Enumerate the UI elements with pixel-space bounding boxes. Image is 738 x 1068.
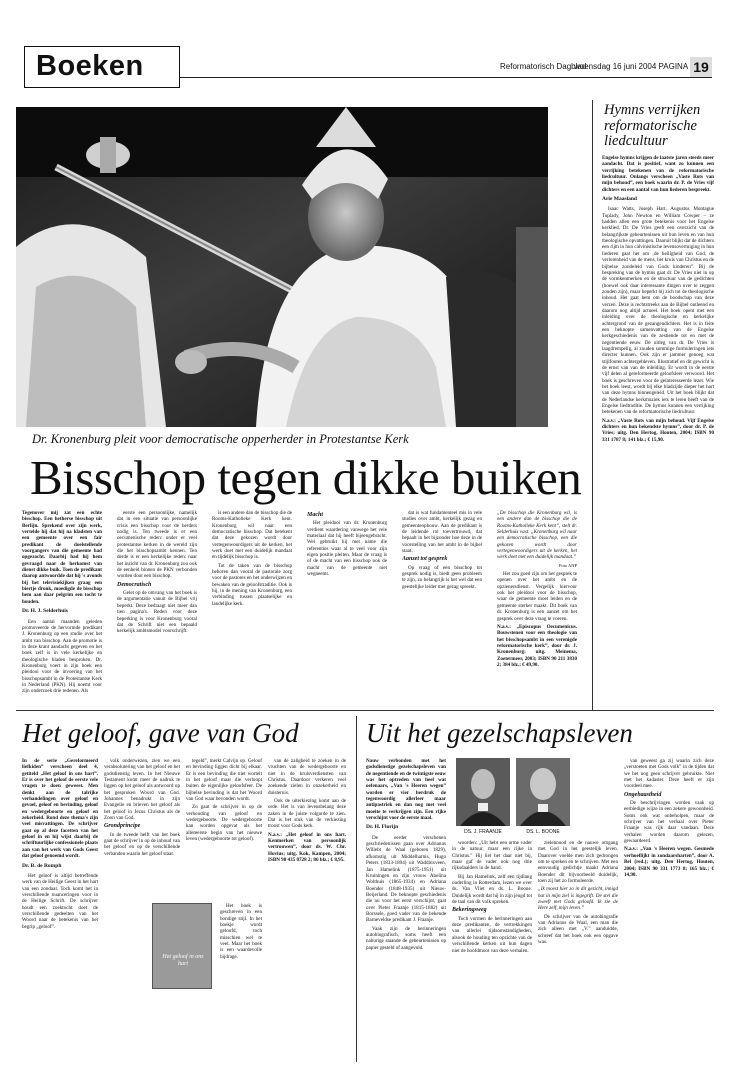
lead-intro: Tegenover mij zat een echte bisschop. Een hetherse bisschop uit Berlijn. Sprekend over zijn werk, vertelde hij dat hij na kladsten van een gemeente over een fair predikant de doelstellende voorgangers van die gemeente had opgezocht. Daarbij had hij hem gevraagd naar de herkomst van dienst dikke buik. Toen de predikant daarop antwoordde dat hij 's avonds bij het televisiekijken graag een biertje dronk, moedigde de bisschop hem aan daar pelgrim een tocht te houden. <box>22 510 102 605</box>
book-cover-title: Het geloof in ons hart <box>162 954 204 967</box>
geloof-text-3: tegeld”, merkt Calvijn op. Geloof en bevinding liggen dicht bij elkaar. Er is een bevinding die niet wortelt in het geloof maar die verloopt buiten de eigenlijke geloofsfeer. De bijbelse bevinding is dat het Woord van God waar bevonden wordt. <box>186 758 262 803</box>
lead-text-1: Een aantal maanden geleden promoveerde de hervormde predikant J. Kronenburg op een studie over het ambt van bisschop. Aan de promotie is in deze krant aandacht gegeven en het boek zelf is in vele kerkelijke en theologische bladen besproken. Dr. Kronenburg voert in zijn boek een pleidooi voor de invoering van het bisschopsambt in de Protestantse Kerk in Nederland (PKN). Hij noemt voor zijn onderzoek drie redenen. Als <box>22 618 102 695</box>
geloof-headline: Het geloof, gave van God <box>22 718 299 748</box>
geloof-column-3-lower <box>220 903 262 1058</box>
newspaper-name: Reformatorisch Dagblad <box>500 62 587 71</box>
bishop-photo <box>16 107 548 427</box>
column-divider-lower <box>356 716 357 1062</box>
geloof-byline: Dr. B. de Romph <box>22 862 62 869</box>
lead-text-2: eerste een persoonlijke, namelijk dat in een situatie van persoonlijke crisis een bisschop voor de herders nodig is. Ten tweede is er een oecumenische reden: onder er veel protestantse kerken in de wereld zijn die het bisschopsambt kennen. Ten derde is er een kerkelijke reden: naar het inzicht van dr. Kronenburg zou ook de eenheid binnen de PKN verbonden worden door een bisschop. <box>117 510 197 580</box>
lead-subhead-aanzet: Aanzet tot gesprek <box>402 556 448 563</box>
gezelschap-text-2: woorden: „Uit hebt een arme vader in de natuur, maar een rijke in Christus.” Hij liet het daar niet bij, maar gaf de vader ook nog drie rijksdaalders in de hand. <box>452 840 532 872</box>
photo-caption: Dr. Kronenburg pleit voor democratische opperherder in Protestantse Kerk <box>32 432 409 446</box>
lead-text-3b: Tot de taken van de bisschop behoren dan vooral de pastorale zorg voor de pastores en het onderwijzen en bewaken van de geloofstraditie. Ook is hij, in de mening van Kronenburg, een verbinding tussen plaatselijke en landelijke kerk. <box>212 562 292 607</box>
gezelschap-book-reference: N.a.v.: „Van 's Heeren wegen. Gesmede verhoeflijkt in zondaarsharten”, door A. Bel (red.); uitg. Den Hertog, Houten, 2004; ISBN 90 331 1773 8; 165 blz.; € 14,90. <box>624 846 714 878</box>
geloof-column-4 <box>268 758 346 1058</box>
gezelschap-column-2 <box>452 840 532 1058</box>
gezelschap-subhead-bekeringsweg: Bekeringsweg <box>452 907 487 914</box>
issue-date: woensdag 16 juni 2004 PAGINA <box>574 62 689 71</box>
geloof-text-4: van de zaligheid te zoeken in de vruchten van de wedergeboorte en niet in de kruisverdiensten van Christus. Daardoor verkeren veel zoekende zielen in onzekerheid en duisternis. <box>268 758 346 796</box>
gezelschap-intro: Nauw verbonden met het godsdienstige gezelschapsleven van de negentiende en de twintigste eeuw was het optreden van heel wat oefenaars, „Van 's Heeren wegen” worden er vier herdruk de tegenwoordig allerleer maar antipastriek en dan nog met veel moeite te verkrijgen zijn. Een rijke verschijnt voor de eerste maal. <box>366 758 446 822</box>
gezelschap-text-1: De eerder verschenen geschriedenissen gaan over Adrianus Willebt de Waal (geboren 1829), afkomstig uit Middelharnis, Hugo Peters (1833-1894) uit Waddinxveen, Jan Hamelink (1875-1951) uit Kruiningen en zijn vrouw Abelina Wolthuis (1865-1934) en Adriana Boender (1848-1935) uit Nieuw-Beijerland. De beknopte geschiedenis die nu voor het eerst verschijnt, gaat over Pieter Fraanje (1815-1882) uit Borssele, goed vader van de bekende Barneveldse predikant J. Fraanje. <box>366 834 446 924</box>
lead-column-6 <box>497 510 577 705</box>
gezelschap-column-1 <box>366 758 446 1058</box>
side-byline: Arie Maasland <box>602 196 637 203</box>
lead-text-2b: Gelet op de omvang van het boek is de argumentatie vanuit de Bijbel vrij beperkt. Deze bedraagt niet meer dan tien pagina's. Reden voor deze beperking is voor Kronenburg vooral dat de Schrift niet een bepaald kerkelijk ambtsmodel voorschrijft. <box>117 590 197 635</box>
photo-credit: Foto ANP <box>558 562 577 568</box>
gezelschap-quote: „Ik moest hier zo in dit gezicht, innigd hat in mijn ziel is ingegrift. De stel die zweeft met Gods geloofd. Ik zie de Here zelf, mijn leven.” <box>538 886 618 912</box>
gezelschap-text-3b: De schrijver van de autobiografie van Adrianus de Waal, een man die zich alleen met „V.” aanduidde, schreef dat het boek ook een opgave was. <box>538 913 618 946</box>
lead-text-5b: Op vraag of een bisschop tot gesprek nodig is, biedt geen probleem te zijn, zo belangrijk is het wel dat een geestelijke leider met gezag spreekt. <box>402 564 482 590</box>
lead-headline: Bisschop tegen dikke buiken <box>30 450 582 505</box>
geloof-intro: In de serie „Gereformeerd liefkiden” verscheen deel 4, getiteld „Het geloof in ons hart”. Er is over het geloof de eerste vele vragen te doen geweest. Men denkt aan de talrijke verhandelingen over geloof en gevoel, geloof en bevinding, geloof en wedergeboorte en geloof en zekerheid. Rond deze thema's zijn veel misvattingen. De schrijver gaat op al deze facetten van het geloof in en hij wijst daarbij de schriftuurlijke confessionele plaats aan van het werk van Gods Geest dat geloof genoemd wordt. <box>22 758 98 860</box>
book-cover <box>152 903 212 989</box>
lead-subhead-macht: Macht <box>307 512 324 518</box>
gezelschap-text-4: van geweest ga zij waarin zich deze „verstoeten met Gods volk” in de tijden dat we het nog geen schrijver gebruikte. Niet met het kadaster. Deze heeft er zijn voordeel mee. <box>624 758 714 790</box>
portrait-boone <box>516 758 570 826</box>
lead-text-3: is een andere dan de bisschop die de Rooms-Katholieke Kerk kent. Kronenburg wil naar een democratische bisschop. Dat betekent dat deze gekozen wordt door vertegenwoordigers uit de kerken, het werk doet met een duidelijk mandaat en tijdelijk bisschop is. <box>212 510 292 561</box>
lead-subhead-democratisch: Democratisch <box>117 581 152 588</box>
side-book-reference: N.a.v.: „Vaste Rots van mijn behoud. Vijf Engelse dichters en hun bekendste hymns”, door dr. P. de Vries; uitg. Den Hertog, Houten, 2004; ISBN 90 331 1787 8; 141 blz.; € 15,90. <box>602 417 714 443</box>
geloof-book-reference: N.a.v.: „Het geloof in ons hart. Kenmerken van persoonlijk vertrouwen”, door ds. W. Chr. Hovius; uitg. Kok, Kampen, 2004; ISBN 90 435 0728 2; 86 blz.; € 8,95. <box>268 831 346 864</box>
geloof-text-2b: In de tweede helft van het boek gaat de schrijver in op de inhoud van het geloof en op de verschillende verbanden waarin het geloof staat. <box>104 831 180 857</box>
gezelschap-headline: Uit het gezelschapsleven <box>366 718 633 748</box>
portrait-fraanje <box>456 758 510 826</box>
geloof-text-4b: Ook de uiterkiezing komt aan de orde. Het is van levensbelang deze zaken in de juiste volgorde te zien. Dat is het stuk van de verkiezing troost voor Gods kerk. <box>268 798 346 830</box>
gezelschap-byline: Dr. H. Florijn <box>366 824 399 831</box>
caption-boone: DS. L. BOONE <box>526 829 560 835</box>
lead-byline: Dr. H. J. Selderhuis <box>22 608 68 615</box>
side-headline: Hymns verrijken reformatorische liedcultuur <box>604 102 701 149</box>
geloof-column-2 <box>104 758 180 898</box>
gezelschap-text-2c: Toch vormen de herinneringen aan deze predikanten, de vertrekkingen van allerlei tijdsomstandigheden, alsook de houding ten opzichte van de verschillende kerken uit hun dagen niet de hoofdmoot van deze verhalen. <box>452 915 532 954</box>
gezelschap-text-3: zielennood en de nauwe omgang met God in het geestelijk leven. Daarover voelde men zich gedrongen om te spreken en te schrijven. Met een eenvoudig gedichtje maakt Adriana Boender dit bijvoorbeeld duidelijk, toen zij het zo formuleerde. <box>538 840 618 885</box>
lead-column-1 <box>22 510 102 705</box>
lead-text-6: Het zou goed zijn om het gesprek te openen over het ambt en de opzienersdienst. Vergelijk hiervoor ook het pleidooi voor de bisschop, waar de gemeente moet leiden en de gemeente sterker maakt. Dit boek van dr. Kronenburg is een aanzet om het gesprek over deze vraag te voeren. <box>497 571 577 622</box>
lead-text-4: Het pleidooi van dr. Kronenburg verdient waardering vanwege het vele materiaal dat hij heeft bijeengebracht. Wel gebruikt hij met name die referenties waar al te veel voor zijn eigen positie pleiten. Maar de vraag is of de macht van een bisschop ook de macht van de gemeente niet wegneemt. <box>307 520 387 578</box>
geloof-text-2: volk onderwezen, zien we een verabsolutering van het geloof en het godsdienstig leven. In het Nieuwe Testament komt meer de nadruk te liggen op het geloof als antwoord op het gesproken Woord van God. Johannes benadrukt in zijn Evangelie en brieven het geloof als het geloof in Jezus Christus als de Zoon van God. <box>104 758 180 822</box>
geloof-text-3b: Zo gaat de schrijver in op de verhouding van geloof en wedergeboorte. De wedergeboorte kan worden opgevat als het allereerste begin van het nieuwe leven (wedergeboorte tot geloof). <box>186 804 262 843</box>
side-intro: Engelse hymns krijgen de laatste jaren steeds meer aandacht. Dat is positief, want zo kunnen een verrijking betekenen van de reformatorische liedcultuur. Onlangs verscheen „Vaste Rots van mijn behoud”, een boek waarin dr. P. de Vries vijf dichters en een aantal van hun liederen bespreekt. <box>602 155 714 193</box>
lead-column-4 <box>307 510 387 705</box>
geloof-subhead-grondprincipe: Grondprincipe <box>104 823 141 830</box>
geloof-column-1 <box>22 758 98 1058</box>
gezelschap-column-3 <box>538 840 618 1058</box>
gezelschap-column-4 <box>624 758 714 1058</box>
gezelschap-text-1b: Vaak zijn de herinneringen autobiografisch, soms heeft een naburige staande de gebeurtenissen op papier gesteld of aangevuld. <box>366 925 446 951</box>
geloof-text-1: Het geloof is altijd betreffende werk van de Heilige Geest in het hart van een zondaar. Toch komt het in verschillende nuanceringen voor in de Heilige Schrift. De schrijver houdt een zoektocht doet de verschillende gedeelten van het Woord naar de betekenis van het begrip „geloof”. <box>22 872 98 930</box>
side-column <box>602 155 714 703</box>
lead-book-reference: N.a.v.: „Episcopus Oecumenicus. Bouwstenen voor een theologie van het bisschopsambt in een verenigde reformatorische kerk”, door dr. J. Kronenburg; uitg. Meinema, Zoetermeer, 2003; ISBN 90 211 3830 2; 384 blz.; € 49,90. <box>497 623 577 668</box>
lead-pull-quote: „De bisschop die Kronenburg wil, is een andere dan de bisschop die de Rooms-Katholieke Kerk kent”, stelt dr. Selderhuis vast. „Kronenburg wil naar een democratische bisschop, een die gekozen wordt door vertegenwoordigers uit de kerken, het werk doet met een duidelijk mandaat.” <box>497 510 577 561</box>
gezelschap-subhead-ongehaastheid: Ongehaastheid <box>624 791 662 798</box>
lead-column-2 <box>117 510 197 705</box>
geloof-text-3c: Het boek is geschreven in een bondige stijl. In het boekje wordt geloofd, toch misschien wel te veel. Maar het boek is een waardevolle bijdrage. <box>220 903 262 960</box>
column-divider <box>592 100 593 710</box>
gezelschap-text-4b: De beschrijvingen worden vaak op eerbiedige wijze in een zekere gewoonheid. Soms ook wat onbeholpen, maar de schrijver van het verhaal over Pieter Fraanje was rijk daar vandaan. Deze verhalen worden daarom gelezen, gewaardeerd. <box>624 800 714 845</box>
page-number: 19 <box>690 57 712 77</box>
caption-fraanje: DS. J. FRAANJE <box>464 829 502 835</box>
lead-text-5: dat is wat fundamenteel mis in vele studies over ambt, kerkelijk gezag en gemeenteopbouw. Aan de predikant is de leidende rol toevertrouwd, dat bepaalt in het bijzonder hoe deze in de voorstelling van het ambt in de bijbel staat. <box>402 510 482 555</box>
lead-column-3 <box>212 510 292 705</box>
geloof-column-3 <box>186 758 262 898</box>
section-name: Boeken <box>36 50 144 82</box>
gezelschap-text-2b: Bij Jan Hamelink, zelf een tijdlang ouderling in Rotterdam, lezen we over ds. Van Vliet en ds. L. Boone. Duidelijk wordt dat hij in zijn jeugd tot de taal van dit volk spreken. <box>452 873 532 906</box>
lead-column-5 <box>402 510 482 705</box>
side-text: Isaac Watts, Joseph Hart, Augustus Montague Toplady, John Newton en William Cowper – ze hadden allen een grote betekenis voor het Engelse kerklied. Dr. De Vries geeft een overzicht van de belangrijkste gebeurtenissen uit hun leven en van hun theologische opvattingen. Daaruit blijkt dat de dichters een rijm in hun calvinistische levensovertuiging in hun liederen gaat het om ‚de heiligheid van God, de verlorenheid van de mens, het kruis van Christus en de bijbelse zondeleid van Gods kinderen”. Bij de bespreking van de hymns gaat dr. De Vries niet in op de vormkenmerken en de structuur van de gedichten (hoewel ook daar interessante dingen over te zeggen zouden zijn), maar beperkt hij zich tot de theologische inhoud. Het gaat hem om de boodschap van deze verzen. Deze is rechtstreeks aan de Bijbel ontleend en daarom nog altijd actueel. Het boek opent met een inleiding over de theologische en kerkelijke achtergrond van de gezangendichters. Het is in feite een beknopte samenvatting van de Engelse kerkgeschiedenis van de zestiende tot en met de negentiende eeuw. De uitleg van dr. De Vries is laagdrempelig, al zouden sommige formuleringen iets directer kunnen. Ook zijn er jammer genoeg wat stijlfouten achtergebleven. Illustratief en dit gewicht is de ernst van van de inleiding. Er wordt in de eerste vijf delen al gereformeerde geloofsleer verwoord. Het boek is geschreven voor de geïnteresseerde lezer. Wie het boek leest, wordt bij elke bladzijde dieper het hart van deze hymns binnengeleid. Uit het boek blijkt dat de Nederlandse kerkmuziek iets te leren heeft van de Engelse liedtraditie. De hymns kunnen een verrijking betekenen van de reformatorische liedcultuur. <box>602 206 714 416</box>
section-divider <box>16 710 714 711</box>
